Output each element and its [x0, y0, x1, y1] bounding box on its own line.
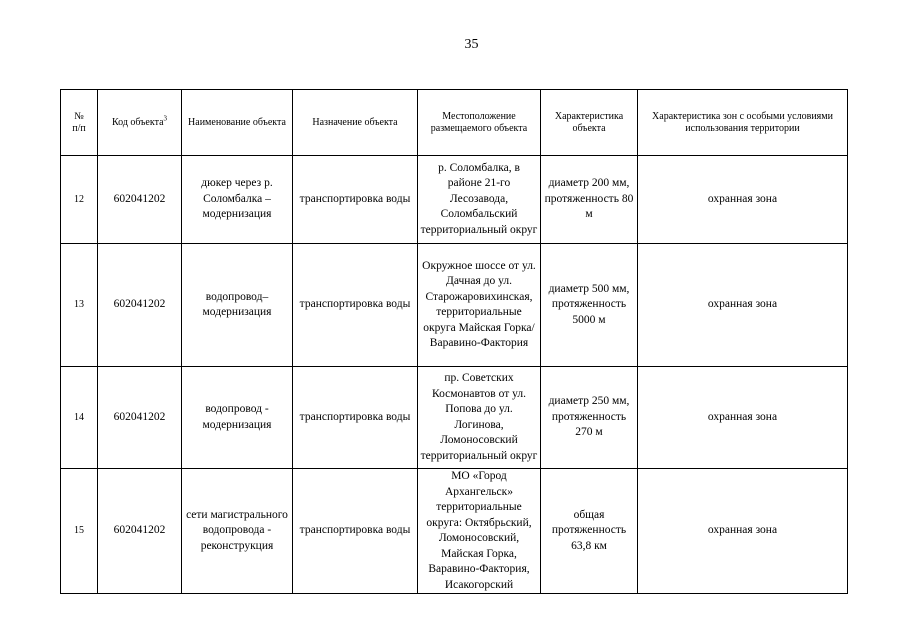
row-name: дюкер через р. Соломбалка – модернизация: [182, 156, 293, 244]
header-no: [61, 90, 98, 156]
row-name: водопровод– модернизация: [182, 244, 293, 367]
row-characteristic: диаметр 250 мм, протяженность 270 м: [541, 367, 638, 469]
header-purpose: Назначение объекта: [293, 90, 418, 156]
header-name: Наименование объекта: [182, 90, 293, 156]
table-row: [61, 244, 848, 367]
header-zone: Характеристика зон с особыми условиями использования территории: [638, 90, 848, 156]
page-number: 35: [464, 37, 479, 52]
row-location: Окружное шоссе от ул. Дачная до ул. Старожаровихинская, территориальные округа Майская Горка/ Варавино-Фактория: [418, 244, 541, 367]
table-row: [61, 469, 848, 594]
row-name: сети магистрального водопровода - реконструкция: [182, 469, 293, 594]
row-zone: охранная зона: [638, 469, 848, 594]
row-number: 13: [61, 244, 98, 367]
table-header-row: [61, 90, 848, 156]
header-no-line2: п/п: [72, 122, 86, 134]
row-characteristic: диаметр 200 мм, протяженность 80 м: [541, 156, 638, 244]
row-location: пр. Советских Космонавтов от ул. Попова до ул. Логинова, Ломоносовский территориальный округ: [418, 367, 541, 469]
row-number: 15: [61, 469, 98, 594]
row-code: 602041202: [98, 156, 182, 244]
table-row: [61, 156, 848, 244]
table-row: [61, 367, 848, 469]
row-code: 602041202: [98, 469, 182, 594]
row-purpose: транспортировка воды: [293, 156, 418, 244]
row-location: р. Соломбалка, в районе 21-го Лесозавода, Соломбальский территориальный округ: [418, 156, 541, 244]
row-code: 602041202: [98, 244, 182, 367]
header-characteristic: Характеристика объекта: [541, 90, 638, 156]
header-location: Местоположение размещаемого объекта: [418, 90, 541, 156]
row-zone: охранная зона: [638, 244, 848, 367]
row-zone: охранная зона: [638, 156, 848, 244]
row-purpose: транспортировка воды: [293, 367, 418, 469]
header-code-footnote: 3: [163, 114, 168, 123]
header-code-label: Код объекта: [111, 116, 164, 128]
row-number: 12: [61, 156, 98, 244]
row-zone: охранная зона: [638, 367, 848, 469]
row-code: 602041202: [98, 367, 182, 469]
row-purpose: транспортировка воды: [293, 244, 418, 367]
header-no-line1: №: [74, 110, 84, 122]
row-characteristic: диаметр 500 мм, протяженность 5000 м: [541, 244, 638, 367]
row-purpose: транспортировка воды: [293, 469, 418, 594]
row-characteristic: общая протяженность 63,8 км: [541, 469, 638, 594]
row-location: МО «Город Архангельск» территориальные округа: Октябрьский, Ломоносовский, Майская Горка, Варавино-Фактория, Исакогорский: [418, 469, 541, 594]
row-name: водопровод - модернизация: [182, 367, 293, 469]
objects-table: [60, 89, 848, 594]
row-number: 14: [61, 367, 98, 469]
header-code: [98, 90, 182, 156]
